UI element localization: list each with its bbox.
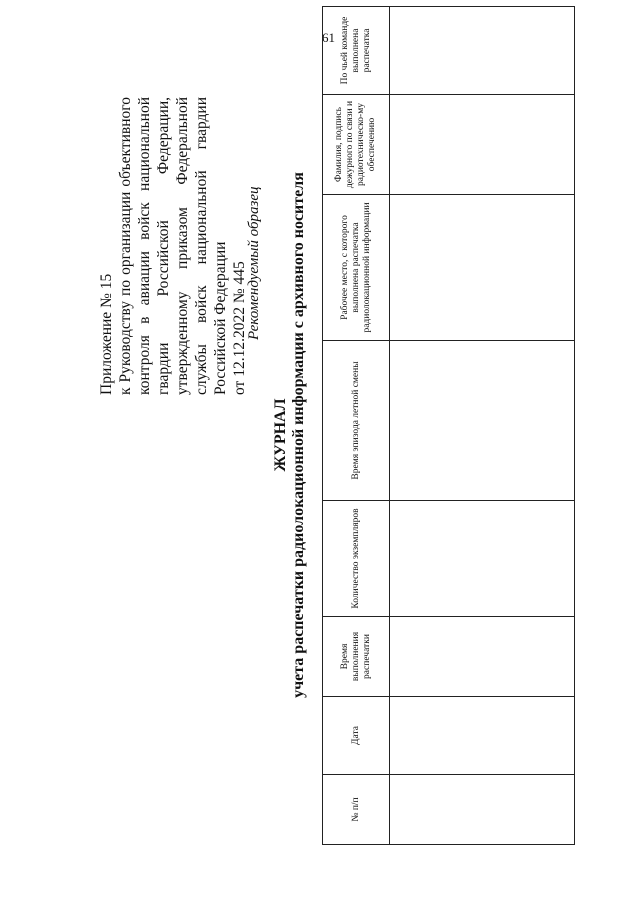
appendix-number: Приложение № 15 — [98, 273, 115, 395]
table-cell — [390, 95, 575, 195]
header-print-time: Время выполнения распечатки — [323, 617, 390, 697]
header-duty-officer: Фамилия, подпись дежурного по связи и радиотехническо-му обеспечению — [323, 95, 390, 195]
approval-line: службы войск национальной гвардии — [193, 97, 210, 395]
header-number: № п/п — [323, 775, 390, 845]
table-cell — [390, 617, 575, 697]
table-cell — [390, 775, 575, 845]
approval-line: гвардии Российской Федерации, — [155, 97, 172, 395]
header-copies: Количество экземпляров — [323, 501, 390, 617]
printout-log-table — [322, 6, 575, 845]
table-header-row — [323, 7, 390, 845]
approval-line: утвержденному приказом Федеральной — [174, 97, 191, 395]
approval-date: от 12.12.2022 № 445 — [231, 261, 248, 395]
page-number: 61 — [322, 30, 335, 45]
journal-title: ЖУРНАЛ — [272, 398, 289, 472]
approval-line: контроля в авиации войск национальной — [136, 97, 153, 395]
approval-line: к Руководству по организации объективного — [117, 97, 134, 395]
table-cell — [390, 341, 575, 501]
table-cell — [390, 501, 575, 617]
table-row — [390, 7, 575, 845]
approval-line: Российской Федерации — [212, 241, 229, 395]
approval-block — [97, 97, 249, 395]
journal-subtitle: учета распечатки радиолокационной информации с архивного носителя — [290, 172, 307, 698]
recommended-sample-note: Рекомендуемый образец — [246, 186, 262, 340]
table-cell — [390, 7, 575, 95]
header-date: Дата — [323, 697, 390, 775]
header-episode-time: Время эпизода летной смены — [323, 341, 390, 501]
header-ordered-by: По чьей команде выполнена распечатка — [323, 7, 390, 95]
table-cell — [390, 697, 575, 775]
table-cell — [390, 195, 575, 341]
header-workstation: Рабочее место, с которого выполнена распечатка радиолокационной информации — [323, 195, 390, 341]
